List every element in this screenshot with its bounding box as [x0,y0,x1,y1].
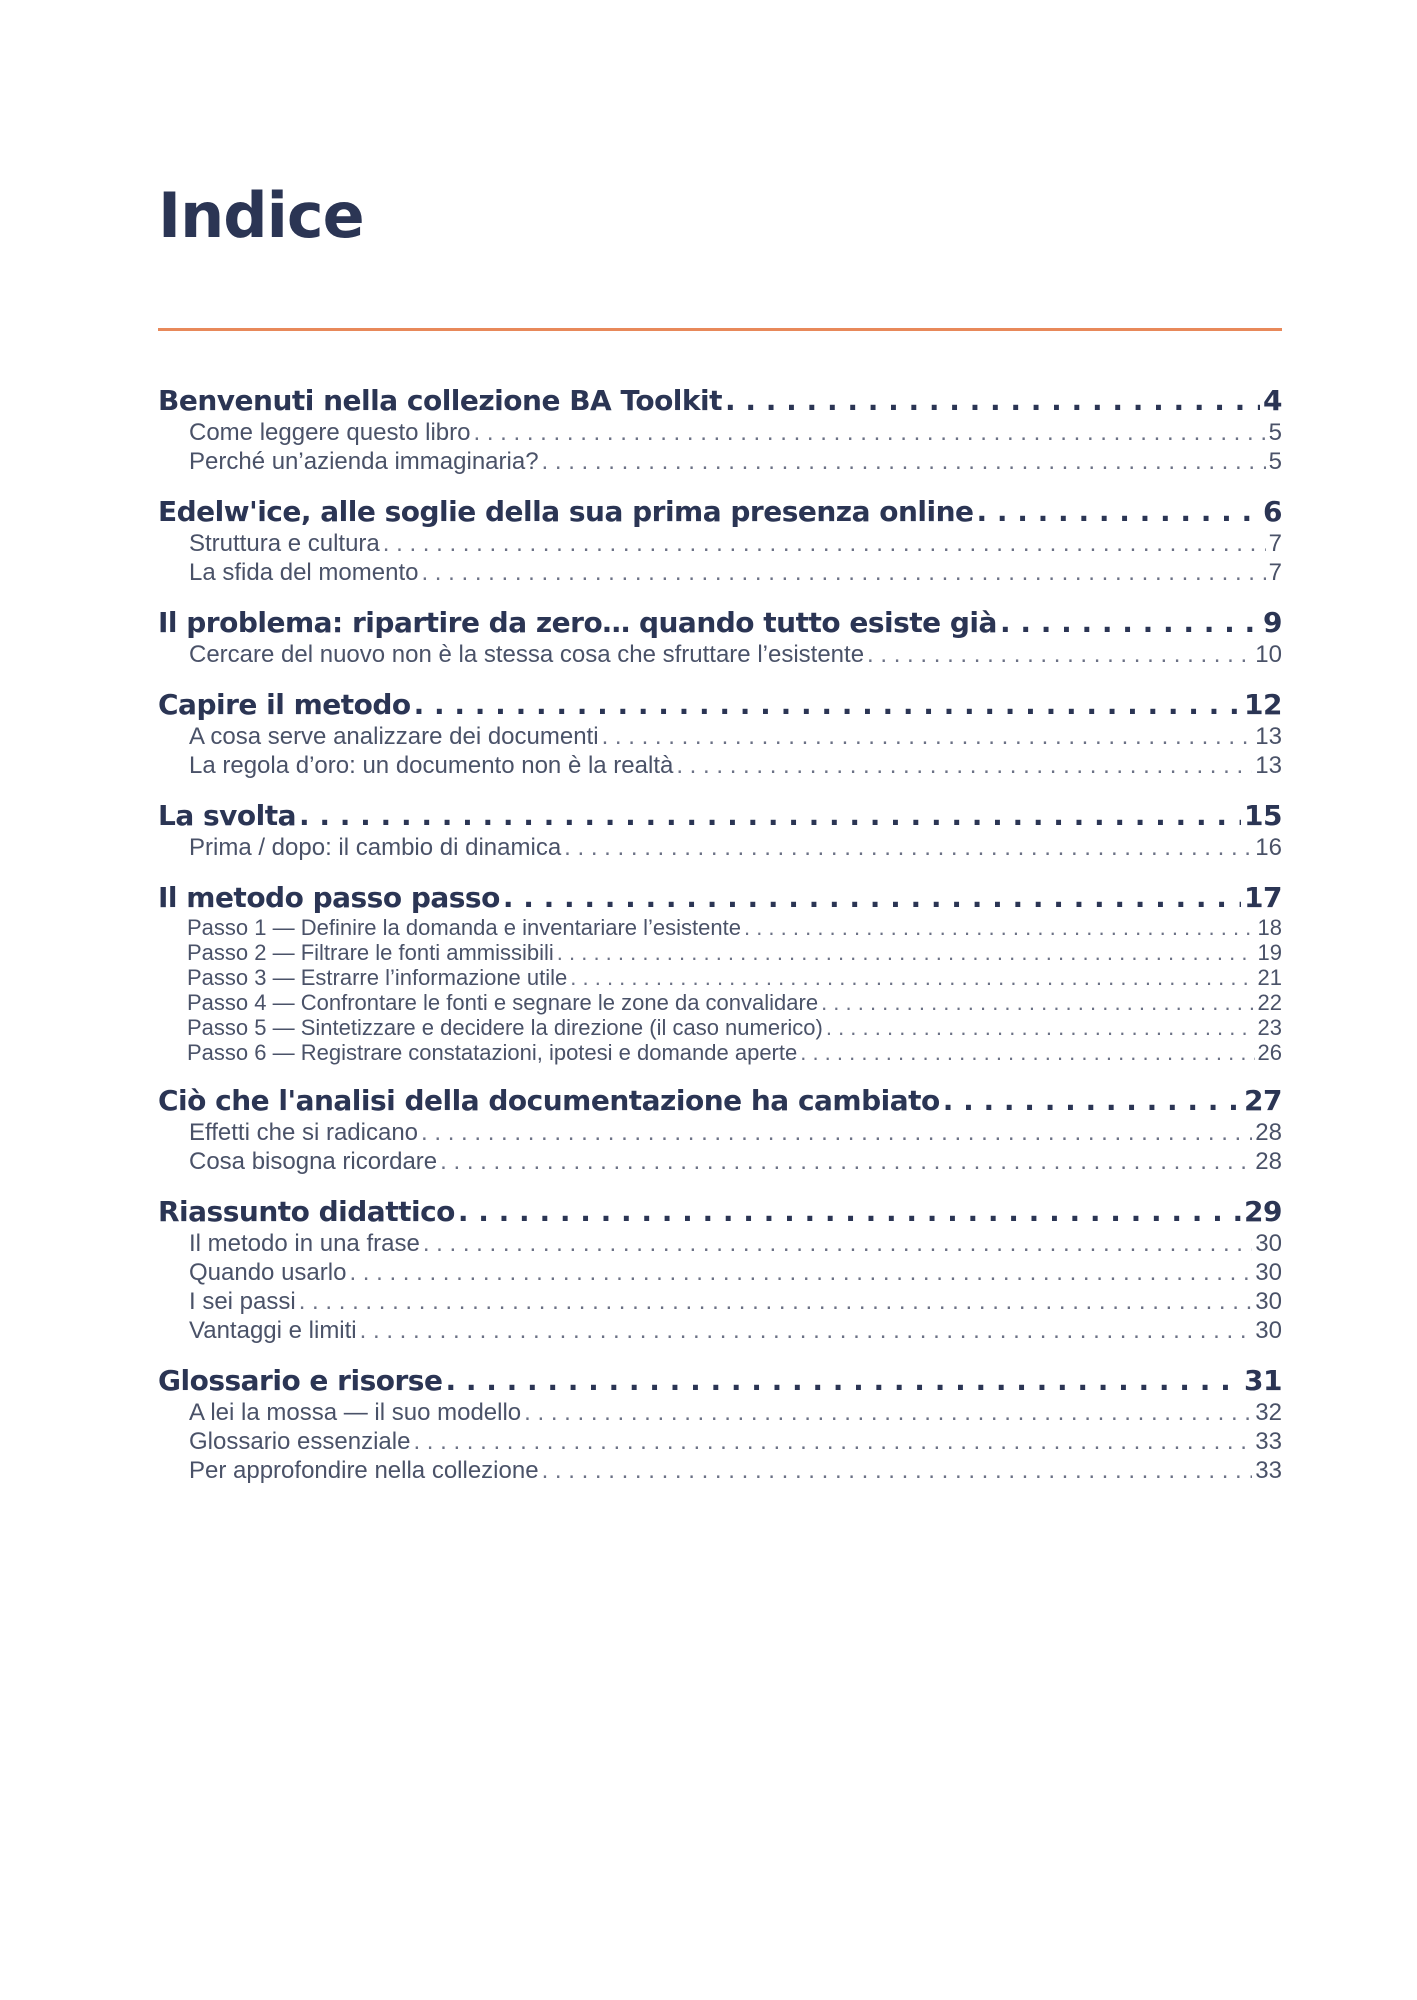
toc-subentry-title: A lei la mossa — il suo modello [189,1399,522,1426]
toc-subentry[interactable] [158,1229,1282,1258]
dot-leader [943,1084,1241,1118]
toc-chapter-entry-title: Il metodo passo passo [158,881,500,914]
toc-subentry[interactable] [158,529,1282,558]
dot-leader [800,1040,1254,1065]
title-divider [158,328,1282,331]
toc-subentry-page-number: 5 [1268,419,1282,446]
toc-subentry-title: Cosa bisogna ricordare [189,1148,438,1175]
toc-subentry[interactable] [158,1118,1282,1147]
toc-subentry-page-number: 7 [1268,559,1282,586]
toc-subentry-page-number: 21 [1257,965,1282,990]
dot-leader [725,384,1260,418]
toc-subentry[interactable] [158,447,1282,476]
toc-subentry[interactable] [158,940,1282,965]
toc-chapter-entry-page-number: 17 [1244,881,1282,914]
toc-subentry-page-number: 13 [1255,723,1282,750]
toc-subentry-page-number: 33 [1255,1457,1282,1484]
dot-leader [1000,606,1260,640]
toc-subentry[interactable] [158,1287,1282,1316]
dot-leader [570,965,1254,990]
toc-subentry[interactable] [158,558,1282,587]
dot-leader [458,1195,1241,1229]
toc-subentry-title: Passo 1 — Definire la domanda e inventariare l’esistente [187,915,741,940]
toc-chapter-entry-title: Riassunto didattico [158,1195,455,1228]
toc-subentry-page-number: 22 [1257,990,1282,1015]
toc-section [158,495,1282,587]
toc-subentry-page-number: 30 [1255,1259,1282,1286]
toc-chapter-entry-page-number: 27 [1244,1084,1282,1117]
toc-subentry[interactable] [158,833,1282,862]
toc-subentry-page-number: 10 [1255,641,1282,668]
toc-subentry[interactable] [158,1040,1282,1065]
dot-leader [503,881,1241,915]
toc-subentry[interactable] [158,915,1282,940]
toc-chapter-entry[interactable] [158,799,1282,833]
toc-subentry-page-number: 26 [1257,1040,1282,1065]
toc-subentry-title: Effetti che si radicano [189,1119,419,1146]
toc-subentry-page-number: 23 [1257,1015,1282,1040]
toc-chapter-entry-title: Il problema: ripartire da zero… quando tutto esiste già [158,606,997,639]
toc-subentry[interactable] [158,1015,1282,1040]
toc-subentry[interactable] [158,1258,1282,1287]
toc-chapter-entry-page-number: 9 [1263,606,1282,639]
toc-section [158,1084,1282,1176]
toc-subentry-title: Cercare del nuovo non è la stessa cosa che sfruttare l’esistente [189,641,865,668]
toc-subentry-title: Struttura e cultura [189,530,380,557]
toc-subentry-title: Per approfondire nella collezione [189,1457,539,1484]
toc-subentry[interactable] [158,418,1282,447]
toc-chapter-entry[interactable] [158,384,1282,418]
dot-leader [360,1316,1253,1345]
toc-chapter-entry[interactable] [158,495,1282,529]
toc-subentry-title: Passo 6 — Registrare constatazioni, ipotesi e domande aperte [187,1040,798,1065]
toc-subentry-title: Passo 4 — Confrontare le fonti e segnare le zone da convalidare [187,990,819,1015]
dot-leader [557,940,1255,965]
toc-subentry-title: Glossario essenziale [189,1428,411,1455]
toc-subentry[interactable] [158,722,1282,751]
dot-leader [421,1118,1252,1147]
dot-leader [299,1287,1253,1316]
dot-leader [676,751,1252,780]
toc-subentry-title: La regola d’oro: un documento non è la realtà [189,752,674,779]
dot-leader [440,1147,1252,1176]
dot-leader [524,1398,1252,1427]
dot-leader [744,915,1255,940]
toc-section [158,384,1282,476]
toc-subentry[interactable] [158,1398,1282,1427]
toc-section [158,688,1282,780]
toc-subentry[interactable] [158,1147,1282,1176]
toc-subentry-page-number: 33 [1255,1428,1282,1455]
dot-leader [826,1015,1255,1040]
toc-subentry[interactable] [158,965,1282,990]
dot-leader [867,640,1252,669]
toc-subentry[interactable] [158,990,1282,1015]
toc-subentry-page-number: 13 [1255,752,1282,779]
toc-subentry-title: La sfida del momento [189,559,419,586]
toc-subentry-title: Prima / dopo: il cambio di dinamica [189,834,562,861]
dot-leader [977,495,1261,529]
dot-leader [564,833,1252,862]
dot-leader [299,799,1241,833]
toc-subentry-page-number: 7 [1268,530,1282,557]
toc-chapter-entry[interactable] [158,1084,1282,1118]
toc-subentry-title: Quando usarlo [189,1259,347,1286]
dot-leader [383,529,1266,558]
toc-subentry-page-number: 16 [1255,834,1282,861]
toc-subentry-title: Passo 2 — Filtrare le fonti ammissibili [187,940,554,965]
toc-subentry-page-number: 30 [1255,1317,1282,1344]
dot-leader [602,722,1253,751]
toc-chapter-entry-title: La svolta [158,799,297,832]
page-title: Indice [158,179,364,252]
toc-section [158,799,1282,862]
toc-subentry[interactable] [158,640,1282,669]
toc-chapter-entry-title: Capire il metodo [158,688,411,721]
toc-subentry-page-number: 5 [1268,448,1282,475]
toc-chapter-entry-page-number: 15 [1244,799,1282,832]
toc-subentry-title: Passo 5 — Sintetizzare e decidere la direzione (il caso numerico) [187,1015,823,1040]
toc-section [158,1364,1282,1485]
toc-chapter-entry-page-number: 12 [1244,688,1282,721]
toc-subentry[interactable] [158,751,1282,780]
dot-leader [542,1456,1253,1485]
toc-section [158,1195,1282,1345]
dot-leader [413,1427,1252,1456]
table-of-contents [158,384,1282,1504]
toc-chapter-entry[interactable] [158,1195,1282,1229]
dot-leader [542,447,1266,476]
dot-leader [414,688,1241,722]
toc-subentry-page-number: 28 [1255,1148,1282,1175]
dot-leader [421,558,1265,587]
toc-subentry-title: A cosa serve analizzare dei documenti [189,723,599,750]
toc-chapter-entry-title: Edelw'ice, alle soglie della sua prima presenza online [158,495,974,528]
toc-subentry-title: Come leggere questo libro [189,419,471,446]
dot-leader [349,1258,1252,1287]
toc-chapter-entry-page-number: 6 [1263,495,1282,528]
toc-subentry-page-number: 19 [1257,940,1282,965]
dot-leader [474,418,1266,447]
toc-section [158,881,1282,1065]
toc-subentry-page-number: 30 [1255,1230,1282,1257]
toc-subentry[interactable] [158,1316,1282,1345]
dot-leader [821,990,1254,1015]
toc-subentry-page-number: 32 [1255,1399,1282,1426]
toc-chapter-entry[interactable] [158,688,1282,722]
toc-subentry[interactable] [158,1427,1282,1456]
toc-subentry-title: I sei passi [189,1288,296,1315]
toc-chapter-entry-page-number: 4 [1263,384,1282,417]
toc-section [158,606,1282,669]
toc-subentry-page-number: 18 [1257,915,1282,940]
toc-subentry-title: Il metodo in una frase [189,1230,420,1257]
toc-chapter-entry-page-number: 29 [1244,1195,1282,1228]
toc-subentry[interactable] [158,1456,1282,1485]
toc-chapter-entry[interactable] [158,606,1282,640]
toc-chapter-entry-title: Glossario e risorse [158,1364,443,1397]
toc-subentry-title: Passo 3 — Estrarre l’informazione utile [187,965,568,990]
toc-subentry-page-number: 28 [1255,1119,1282,1146]
toc-chapter-entry-title: Benvenuti nella collezione BA Toolkit [158,384,723,417]
toc-subentry-page-number: 30 [1255,1288,1282,1315]
toc-subentry-title: Perché un’azienda immaginaria? [189,448,539,475]
toc-chapter-entry-title: Ciò che l'analisi della documentazione ha cambiato [158,1084,940,1117]
toc-subentry-title: Vantaggi e limiti [189,1317,357,1344]
toc-chapter-entry[interactable] [158,881,1282,915]
toc-chapter-entry[interactable] [158,1364,1282,1398]
dot-leader [423,1229,1252,1258]
toc-chapter-entry-page-number: 31 [1244,1364,1282,1397]
dot-leader [445,1364,1241,1398]
